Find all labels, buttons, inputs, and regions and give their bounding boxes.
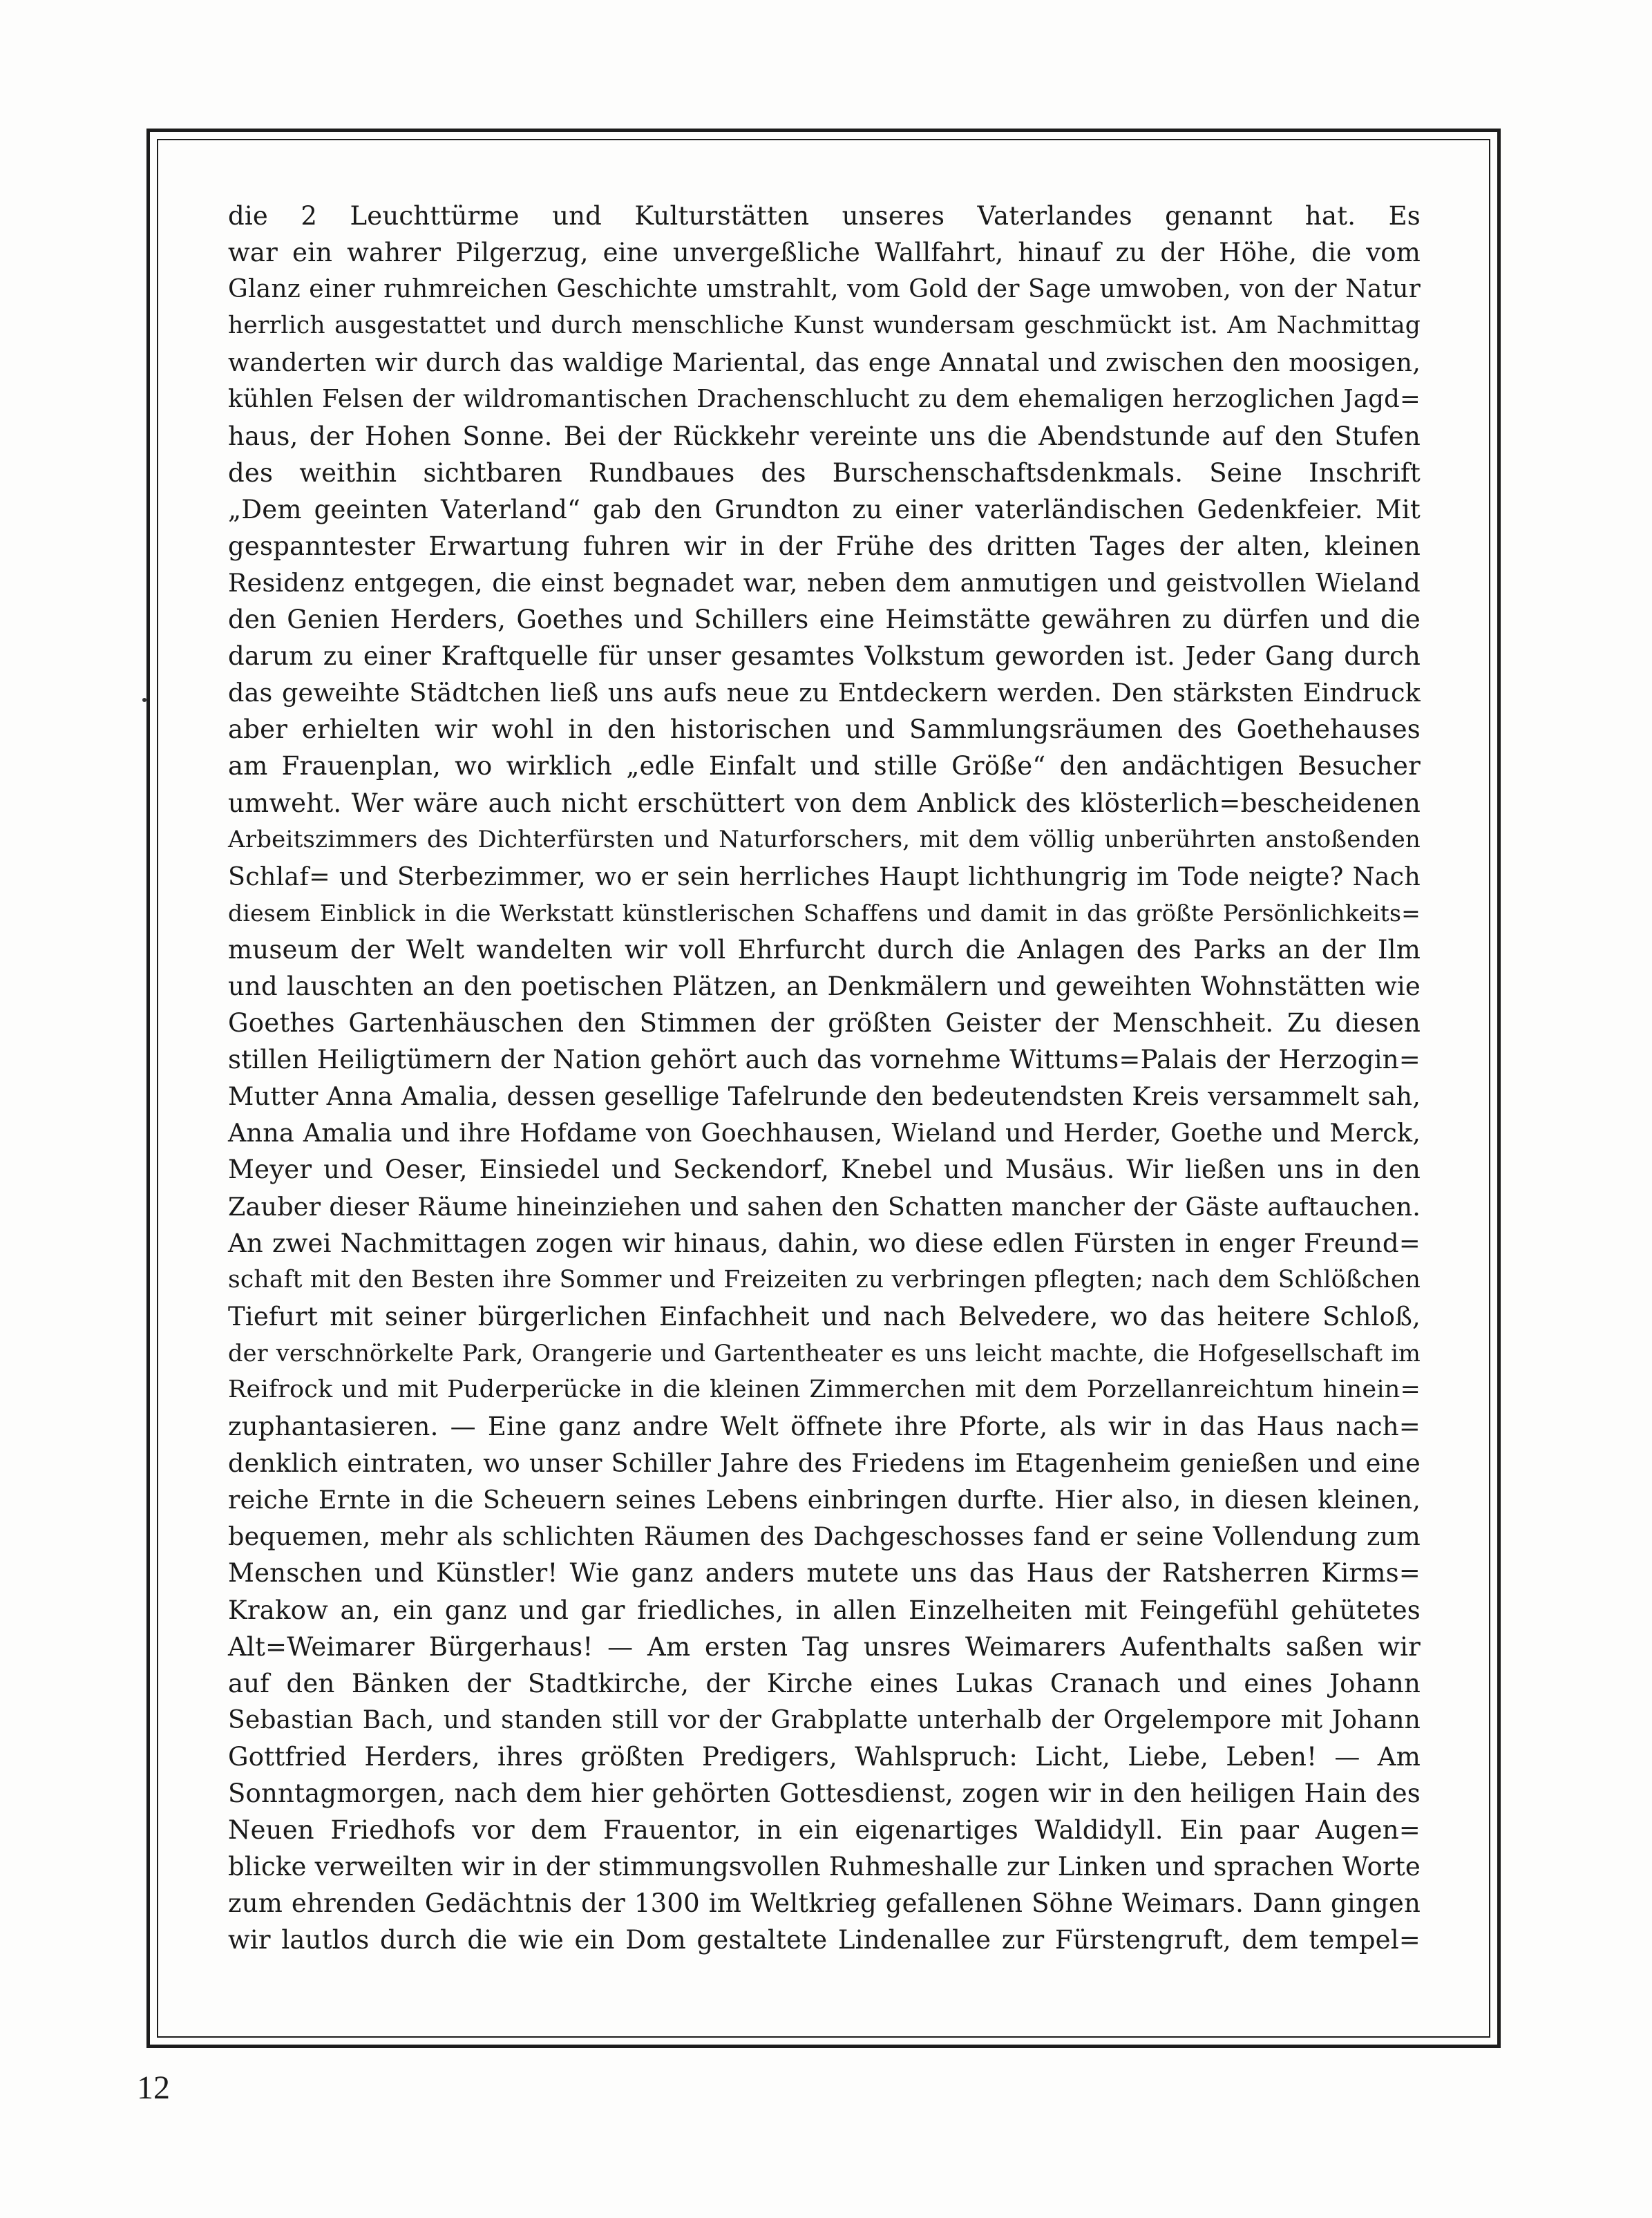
text-line: Meyer und Oeser, Einsiedel und Seckendorf, Knebel und Musäus. Wir ließen uns in den xyxy=(228,1155,1421,1185)
text-line: Mutter Anna Amalia, dessen gesellige Tafelrunde den bedeutendsten Kreis versammelt sah, xyxy=(228,1081,1421,1112)
text-line: zum ehrenden Gedächtnis der 1300 im Weltkrieg gefallenen Söhne Weimars. Dann gingen xyxy=(228,1888,1421,1919)
text-line: am Frauenplan, wo wirklich „edle Einfalt und stille Größe“ den andächtigen Besucher xyxy=(228,751,1421,781)
text-line: das geweihte Städtchen ließ uns aufs neue zu Entdeckern werden. Den stärksten Eindruck xyxy=(228,678,1421,708)
text-line: auf den Bänken der Stadtkirche, der Kirche eines Lukas Cranach und eines Johann xyxy=(228,1668,1421,1698)
text-line: und lauschten an den poetischen Plätzen, an Denkmälern und geweihten Wohnstätten wie xyxy=(228,971,1421,1001)
text-line: zuphantasieren. — Eine ganz andre Welt öffnete ihre Pforte, als wir in das Haus nach= xyxy=(228,1412,1421,1442)
page-number: 12 xyxy=(137,2069,170,2106)
text-line: bequemen, mehr als schlichten Räumen des Dachgeschosses fand er seine Vollendung zum xyxy=(228,1522,1421,1552)
text-line: herrlich ausgestattet und durch menschliche Kunst wundersam geschmückt ist. Am Nachmittag xyxy=(228,312,1421,340)
text-line: „Dem geeinten Vaterland“ gab den Grundton zu einer vaterländischen Gedenkfeier. Mit xyxy=(228,494,1421,524)
text-line: Sonntagmorgen, nach dem hier gehörten Gottesdienst, zogen wir in den heiligen Hain des xyxy=(228,1779,1421,1809)
text-line: Gottfried Herders, ihres größten Predigers, Wahlspruch: Licht, Liebe, Leben! — Am xyxy=(228,1741,1421,1772)
text-line: stillen Heiligtümern der Nation gehört auch das vornehme Wittums=Palais der Herzogin= xyxy=(228,1045,1421,1075)
text-line: war ein wahrer Pilgerzug, eine unvergeßliche Wallfahrt, hinauf zu der Höhe, die vom xyxy=(228,238,1421,268)
text-line: Arbeitszimmers des Dichterfürsten und Naturforschers, mit dem völlig unberührten anstoßenden xyxy=(228,825,1421,853)
text-line: wanderten wir durch das waldige Mariental, das enge Annatal und zwischen den moosigen, xyxy=(228,348,1421,378)
text-line: reiche Ernte in die Scheuern seines Lebens einbringen durfte. Hier also, in diesen kleinen, xyxy=(228,1485,1421,1515)
text-line: des weithin sichtbaren Rundbaues des Burschenschaftsdenkmals. Seine Inschrift xyxy=(228,457,1421,488)
text-line: Zauber dieser Räume hineinziehen und sahen den Schatten mancher der Gäste auftauchen. xyxy=(228,1191,1421,1222)
margin-mark xyxy=(142,698,146,702)
text-line: Neuen Friedhofs vor dem Frauentor, in ein eigenartiges Waldidyll. Ein paar Augen= xyxy=(228,1815,1421,1846)
text-line: Sebastian Bach, und standen still vor der Grabplatte unterhalb der Orgelempore mit Johann xyxy=(228,1705,1421,1734)
text-line: Residenz entgegen, die einst begnadet war, neben dem anmutigen und geistvollen Wieland xyxy=(228,567,1421,598)
text-line: Reifrock und mit Puderperücke in die kleinen Zimmerchen mit dem Porzellanreichtum hinein= xyxy=(228,1376,1421,1403)
text-line: diesem Einblick in die Werkstatt künstlerischen Schaffens und damit in das größte Persönlichkeits= xyxy=(228,899,1421,927)
text-line: Glanz einer ruhmreichen Geschichte umstrahlt, vom Gold der Sage umwoben, von der Natur xyxy=(228,275,1421,304)
text-line: An zwei Nachmittagen zogen wir hinaus, dahin, wo diese edlen Fürsten in enger Freund= xyxy=(228,1228,1421,1258)
text-line: Alt=Weimarer Bürgerhaus! — Am ersten Tag unsres Weimarers Aufenthalts saßen wir xyxy=(228,1631,1421,1662)
text-line: die 2 Leuchttürme und Kulturstätten unseres Vaterlandes genannt hat. Es xyxy=(228,201,1421,231)
text-line: kühlen Felsen der wildromantischen Drachenschlucht zu dem ehemaligen herzoglichen Jagd= xyxy=(228,385,1421,414)
text-line: umweht. Wer wäre auch nicht erschüttert von dem Anblick des klösterlich=bescheidenen xyxy=(228,788,1421,818)
text-line: den Genien Herders, Goethes und Schillers eine Heimstätte gewähren zu dürfen und die xyxy=(228,605,1421,635)
body-text xyxy=(228,198,1421,1959)
text-line: Anna Amalia und ihre Hofdame von Goechhausen, Wieland und Herder, Goethe und Merck, xyxy=(228,1118,1421,1148)
text-line: Tiefurt mit seiner bürgerlichen Einfachheit und nach Belvedere, wo das heitere Schloß, xyxy=(228,1301,1421,1331)
text-line: Goethes Gartenhäuschen den Stimmen der größten Geister der Menschheit. Zu diesen xyxy=(228,1008,1421,1039)
text-line: schaft mit den Besten ihre Sommer und Freizeiten zu verbringen pflegten; nach dem Schlößchen xyxy=(228,1265,1421,1293)
text-line: denklich eintraten, wo unser Schiller Jahre des Friedens im Etagenheim genießen und eine xyxy=(228,1448,1421,1479)
text-line: aber erhielten wir wohl in den historischen und Sammlungsräumen des Goethehauses xyxy=(228,714,1421,745)
text-line: Schlaf= und Sterbezimmer, wo er sein herrliches Haupt lichthungrig im Tode neigte? Nach xyxy=(228,861,1421,891)
text-line: haus, der Hohen Sonne. Bei der Rückkehr vereinte uns die Abendstunde auf den Stufen xyxy=(228,421,1421,451)
text-line: darum zu einer Kraftquelle für unser gesamtes Volkstum geworden ist. Jeder Gang durch xyxy=(228,641,1421,672)
text-line: wir lautlos durch die wie ein Dom gestaltete Lindenallee zur Fürstengruft, dem tempel= xyxy=(228,1925,1421,1955)
text-line: Krakow an, ein ganz und gar friedliches, in allen Einzelheiten mit Feingefühl gehütetes xyxy=(228,1595,1421,1625)
text-line: museum der Welt wandelten wir voll Ehrfurcht durch die Anlagen des Parks an der Ilm xyxy=(228,934,1421,965)
text-line: Menschen und Künstler! Wie ganz anders mutete uns das Haus der Ratsherren Kirms= xyxy=(228,1558,1421,1589)
text-line: blicke verweilten wir in der stimmungsvollen Ruhmeshalle zur Linken und sprachen Worte xyxy=(228,1852,1421,1882)
text-line: gespanntester Erwartung fuhren wir in der Frühe des dritten Tages der alten, kleinen xyxy=(228,531,1421,561)
text-line: der verschnörkelte Park, Orangerie und Gartentheater es uns leicht machte, die Hofgesellschaft im xyxy=(228,1339,1421,1367)
